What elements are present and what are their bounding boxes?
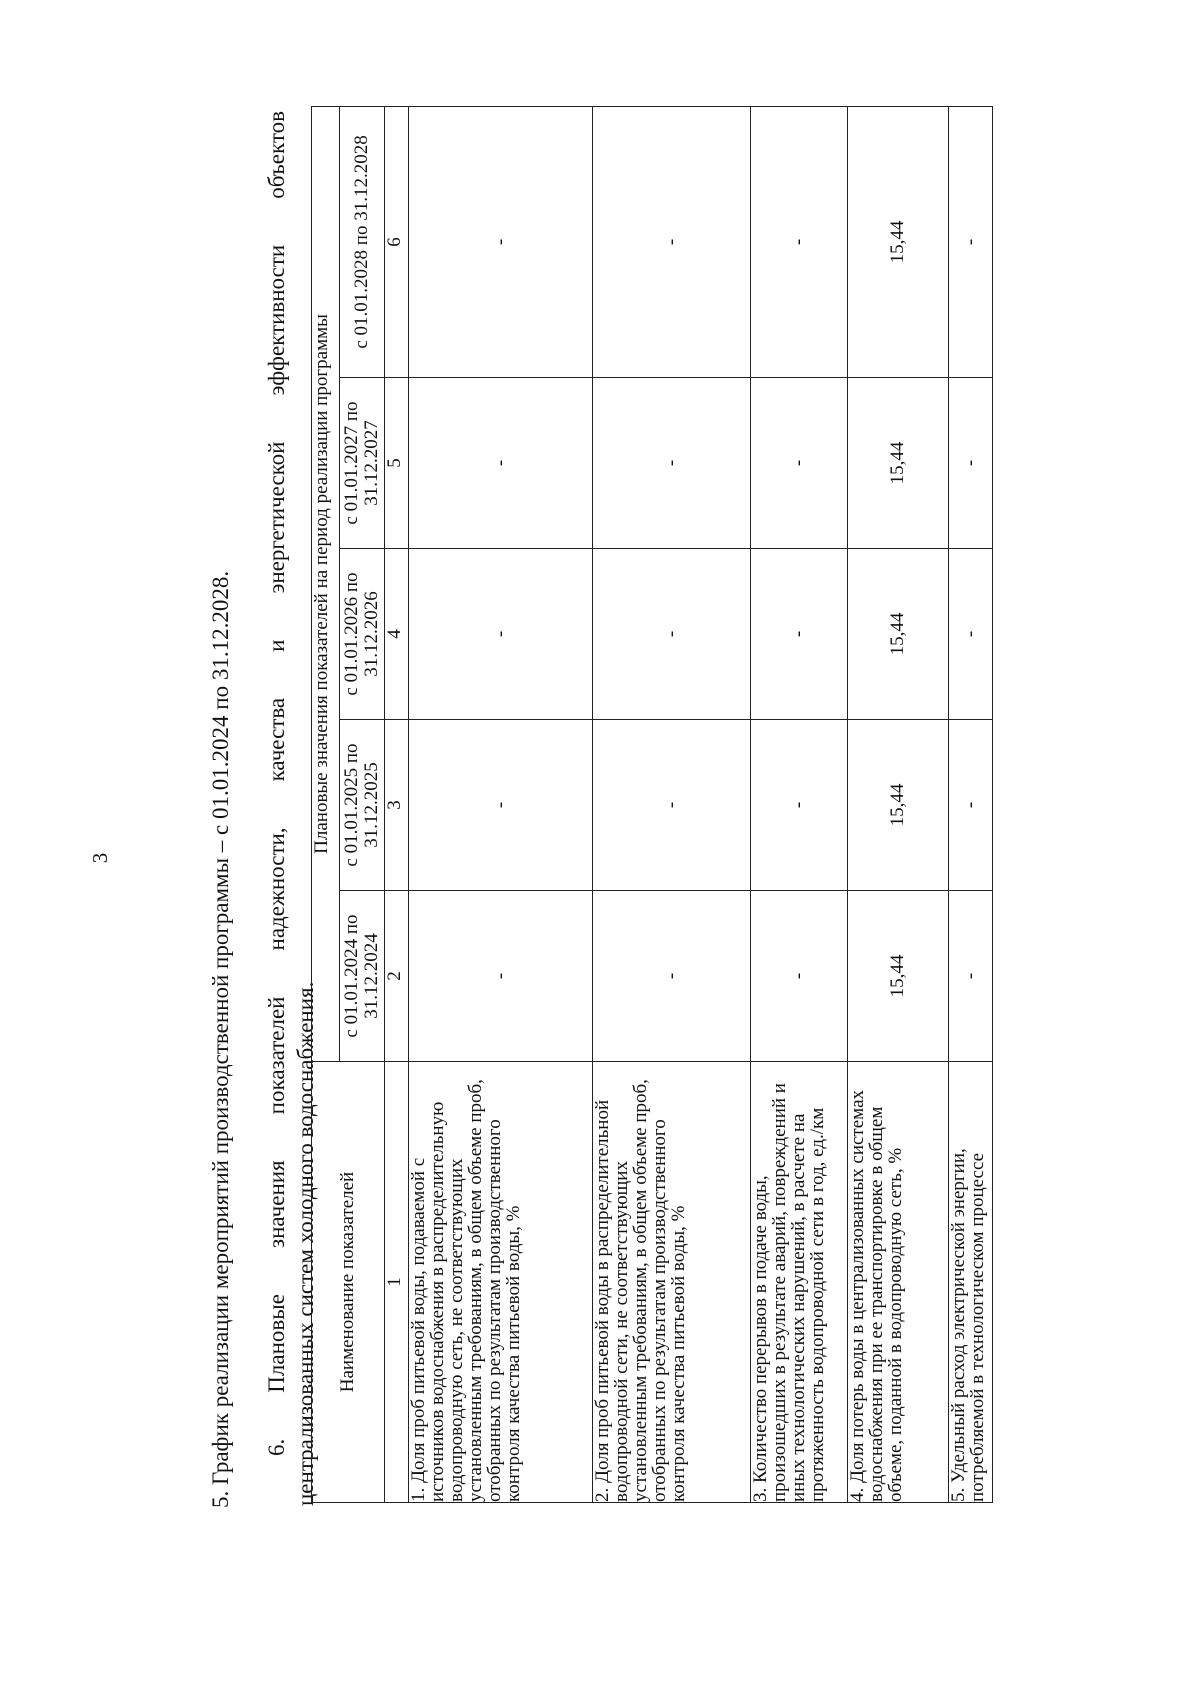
- heading-word: энергетической: [264, 441, 289, 594]
- indicator-value: -: [409, 106, 593, 377]
- heading-word: надежности,: [264, 827, 289, 951]
- table-row: [593, 106, 751, 1502]
- column-number: 5: [385, 378, 409, 549]
- indicators-table: [311, 106, 993, 1503]
- period-header-2028: с 01.01.2028 по 31.12.2028: [340, 106, 385, 377]
- column-number: 3: [385, 720, 409, 891]
- indicator-value: -: [409, 549, 593, 720]
- indicator-name: 4. Доля потерь воды в централизованных системах водоснабжения при ее транспортировке в общем объеме, поданной в водопроводную сеть, %: [848, 1062, 949, 1503]
- column-number: 6: [385, 106, 409, 377]
- indicator-name: 3. Количество перерывов в подаче воды, произошедших в результате аварий, повреждений и иных технологических нарушений, в расчете на протяженность водопроводной сети в год, ед./км: [751, 1062, 848, 1503]
- heading-word: и: [264, 639, 289, 652]
- indicator-value: -: [593, 891, 751, 1062]
- indicator-value: -: [409, 720, 593, 891]
- indicator-value: 15,44: [848, 106, 949, 377]
- indicator-value: 15,44: [848, 720, 949, 891]
- heading-word: показателей: [264, 996, 289, 1115]
- column-numbers-row: [385, 106, 409, 1502]
- indicator-name: 2. Доля проб питьевой воды в распределительной водопроводной сети, не соответствующих установленным требованиям, в общем объеме проб, отобранных по результатам производственного контроля качества питьевой воды, %: [593, 1062, 751, 1503]
- indicator-value: 15,44: [848, 378, 949, 549]
- heading-word: объектов: [264, 111, 289, 199]
- period-header-2027: с 01.01.2027 по 31.12.2027: [340, 378, 385, 549]
- plan-values-header: Плановые значения показателей на период реализации программы: [312, 106, 340, 1061]
- table-row: [409, 106, 593, 1502]
- column-number: 4: [385, 549, 409, 720]
- indicator-value: -: [593, 720, 751, 891]
- section-6-line-1: [262, 111, 291, 1506]
- section-5-schedule: 5. График реализации мероприятий производственной программы – с 01.01.2024 по 31.12.2028.: [208, 570, 233, 1508]
- indicator-value: -: [949, 720, 993, 891]
- table-row: [949, 106, 993, 1502]
- heading-word: 6.: [264, 1438, 289, 1456]
- column-number: 2: [385, 891, 409, 1062]
- table-row: [848, 106, 949, 1502]
- indicator-value: -: [751, 549, 848, 720]
- indicator-name-header: Наименование показателей: [312, 1062, 385, 1503]
- indicator-value: -: [949, 891, 993, 1062]
- indicator-value: 15,44: [848, 549, 949, 720]
- heading-word: эффективности: [264, 244, 289, 396]
- table-row: [751, 106, 848, 1502]
- section-6-line-2: централизованных систем холодного водоснабжения.: [293, 981, 318, 1506]
- indicator-value: -: [751, 891, 848, 1062]
- period-header-2025: с 01.01.2025 по 31.12.2025: [340, 720, 385, 891]
- indicator-name: 5. Удельный расход электрической энергии, потребляемой в технологическом процессе: [949, 1062, 993, 1503]
- period-header-2024: с 01.01.2024 по 31.12.2024: [340, 891, 385, 1062]
- page-number: 3: [88, 852, 112, 864]
- indicator-value: -: [593, 378, 751, 549]
- indicator-value: -: [751, 378, 848, 549]
- period-header-2026: с 01.01.2026 по 31.12.2026: [340, 549, 385, 720]
- indicator-value: -: [949, 378, 993, 549]
- indicator-value: -: [409, 891, 593, 1062]
- indicator-value: 15,44: [848, 891, 949, 1062]
- indicator-value: -: [593, 549, 751, 720]
- indicator-value: -: [949, 106, 993, 377]
- heading-word: значения: [264, 1160, 289, 1249]
- column-number: 1: [385, 1062, 409, 1503]
- indicator-value: -: [409, 378, 593, 549]
- indicator-name: 1. Доля проб питьевой воды, подаваемой с источников водоснабжения в распределительную водопроводную сеть, не соответствующих установленным требованиям, в общем объеме проб, отобранных по результатам производственного контроля качества питьевой воды, %: [409, 1062, 593, 1503]
- heading-word: качества: [264, 697, 289, 782]
- indicator-value: -: [949, 549, 993, 720]
- heading-word: Плановые: [264, 1294, 289, 1393]
- indicator-value: -: [751, 106, 848, 377]
- indicator-value: -: [593, 106, 751, 377]
- indicator-value: -: [751, 720, 848, 891]
